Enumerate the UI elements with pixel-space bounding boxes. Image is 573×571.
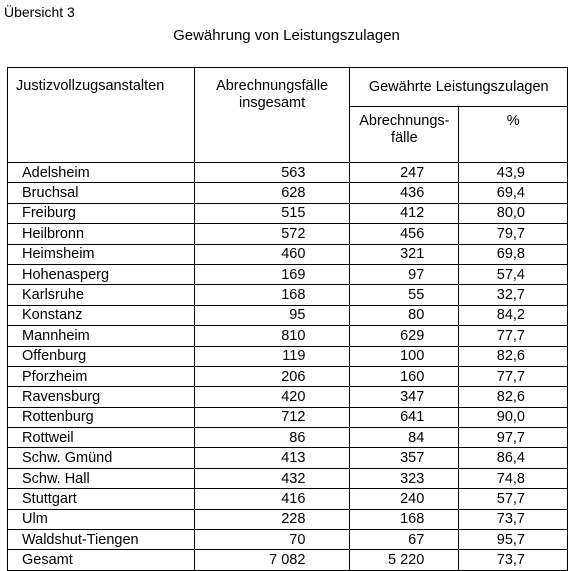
institution-cell: Rottenburg: [8, 407, 195, 427]
percent-cell: 32,7: [459, 285, 568, 305]
total-cell: 420: [194, 387, 350, 407]
institution-cell: Ravensburg: [8, 387, 195, 407]
table-row: [8, 163, 568, 183]
cases-cell: 412: [350, 203, 459, 223]
header-total-label: Abrechnungsfälle insgesamt: [216, 78, 329, 111]
percent-cell: 97,7: [459, 428, 568, 448]
header-cases: [350, 107, 459, 163]
total-cell: 95: [194, 305, 350, 325]
percent-cell: 90,0: [459, 407, 568, 427]
table-row: [8, 366, 568, 386]
cases-cell: 55: [350, 285, 459, 305]
cases-cell: 100: [350, 346, 459, 366]
table-row: [8, 183, 568, 203]
percent-cell: 69,4: [459, 183, 568, 203]
caption: Übersicht 3: [4, 4, 75, 20]
total-cell: 572: [194, 224, 350, 244]
percent-cell: 95,7: [459, 530, 568, 550]
cases-cell: 67: [350, 530, 459, 550]
total-cell: 228: [194, 509, 350, 529]
table-row: [8, 509, 568, 529]
cases-cell: 347: [350, 387, 459, 407]
page-title: Gewährung von Leistungszulagen: [173, 27, 400, 44]
total-cell: 70: [194, 530, 350, 550]
table-row: [8, 407, 568, 427]
table-row: [8, 203, 568, 223]
total-cell: 810: [194, 326, 350, 346]
institution-cell: Ulm: [8, 509, 195, 529]
header-granted: Gewährte Leistungszulagen: [350, 68, 568, 107]
table-row: [8, 346, 568, 366]
cases-cell: 436: [350, 183, 459, 203]
percent-cell: 82,6: [459, 387, 568, 407]
total-cell: 712: [194, 407, 350, 427]
institution-cell: Mannheim: [8, 326, 195, 346]
table-row: [8, 530, 568, 550]
percent-cell: 73,7: [459, 509, 568, 529]
cases-cell: 323: [350, 468, 459, 488]
total-cell: 563: [194, 163, 350, 183]
cases-cell: 629: [350, 326, 459, 346]
cases-cell: 160: [350, 366, 459, 386]
institution-cell: Rottweil: [8, 428, 195, 448]
institution-cell: Offenburg: [8, 346, 195, 366]
cases-cell: 168: [350, 509, 459, 529]
institution-cell: Hohenasperg: [8, 264, 195, 284]
total-cell: 515: [194, 203, 350, 223]
institution-cell: Adelsheim: [8, 163, 195, 183]
table-row: [8, 550, 568, 570]
percent-cell: 57,7: [459, 489, 568, 509]
percent-cell: 77,7: [459, 366, 568, 386]
cases-cell: 641: [350, 407, 459, 427]
table-row: [8, 224, 568, 244]
percent-cell: 77,7: [459, 326, 568, 346]
percent-cell: 74,8: [459, 468, 568, 488]
total-cell: 169: [194, 264, 350, 284]
institution-cell: Freiburg: [8, 203, 195, 223]
percent-cell: 57,4: [459, 264, 568, 284]
header-institutions: Justizvollzugsanstalten: [8, 68, 195, 163]
header-cases-label: Abrechnungs- fälle: [359, 113, 450, 146]
institution-cell: Schw. Gmünd: [8, 448, 195, 468]
institution-cell: Waldshut-Tiengen: [8, 530, 195, 550]
institution-cell: Bruchsal: [8, 183, 195, 203]
total-cell: 168: [194, 285, 350, 305]
total-cell: 86: [194, 428, 350, 448]
table-row: [8, 285, 568, 305]
cases-cell: 97: [350, 264, 459, 284]
total-cell: 628: [194, 183, 350, 203]
cases-cell: 84: [350, 428, 459, 448]
cases-cell: 240: [350, 489, 459, 509]
percent-cell: 69,8: [459, 244, 568, 264]
total-cell: 7 082: [194, 550, 350, 570]
institution-cell: Heilbronn: [8, 224, 195, 244]
percent-cell: 43,9: [459, 163, 568, 183]
cases-cell: 247: [350, 163, 459, 183]
table-row: [8, 305, 568, 325]
percent-cell: 82,6: [459, 346, 568, 366]
percent-cell: 86,4: [459, 448, 568, 468]
institution-cell: Konstanz: [8, 305, 195, 325]
total-cell: 119: [194, 346, 350, 366]
table-row: [8, 264, 568, 284]
total-cell: 460: [194, 244, 350, 264]
total-cell: 413: [194, 448, 350, 468]
table-row: [8, 448, 568, 468]
cases-cell: 5 220: [350, 550, 459, 570]
cases-cell: 80: [350, 305, 459, 325]
table-row: [8, 387, 568, 407]
cases-cell: 456: [350, 224, 459, 244]
institution-cell: Karlsruhe: [8, 285, 195, 305]
percent-cell: 79,7: [459, 224, 568, 244]
institution-cell: Schw. Hall: [8, 468, 195, 488]
total-cell: 432: [194, 468, 350, 488]
percent-cell: 80,0: [459, 203, 568, 223]
allowance-table: [7, 67, 568, 571]
table-row: [8, 468, 568, 488]
cases-cell: 357: [350, 448, 459, 468]
institution-cell: Gesamt: [8, 550, 195, 570]
header-total: [194, 68, 350, 163]
header-percent: %: [459, 107, 568, 163]
percent-cell: 73,7: [459, 550, 568, 570]
table-row: [8, 326, 568, 346]
institution-cell: Stuttgart: [8, 489, 195, 509]
table-row: [8, 489, 568, 509]
table-row: [8, 428, 568, 448]
total-cell: 416: [194, 489, 350, 509]
table-body: [8, 163, 568, 571]
institution-cell: Pforzheim: [8, 366, 195, 386]
table-row: [8, 244, 568, 264]
total-cell: 206: [194, 366, 350, 386]
percent-cell: 84,2: [459, 305, 568, 325]
institution-cell: Heimsheim: [8, 244, 195, 264]
cases-cell: 321: [350, 244, 459, 264]
